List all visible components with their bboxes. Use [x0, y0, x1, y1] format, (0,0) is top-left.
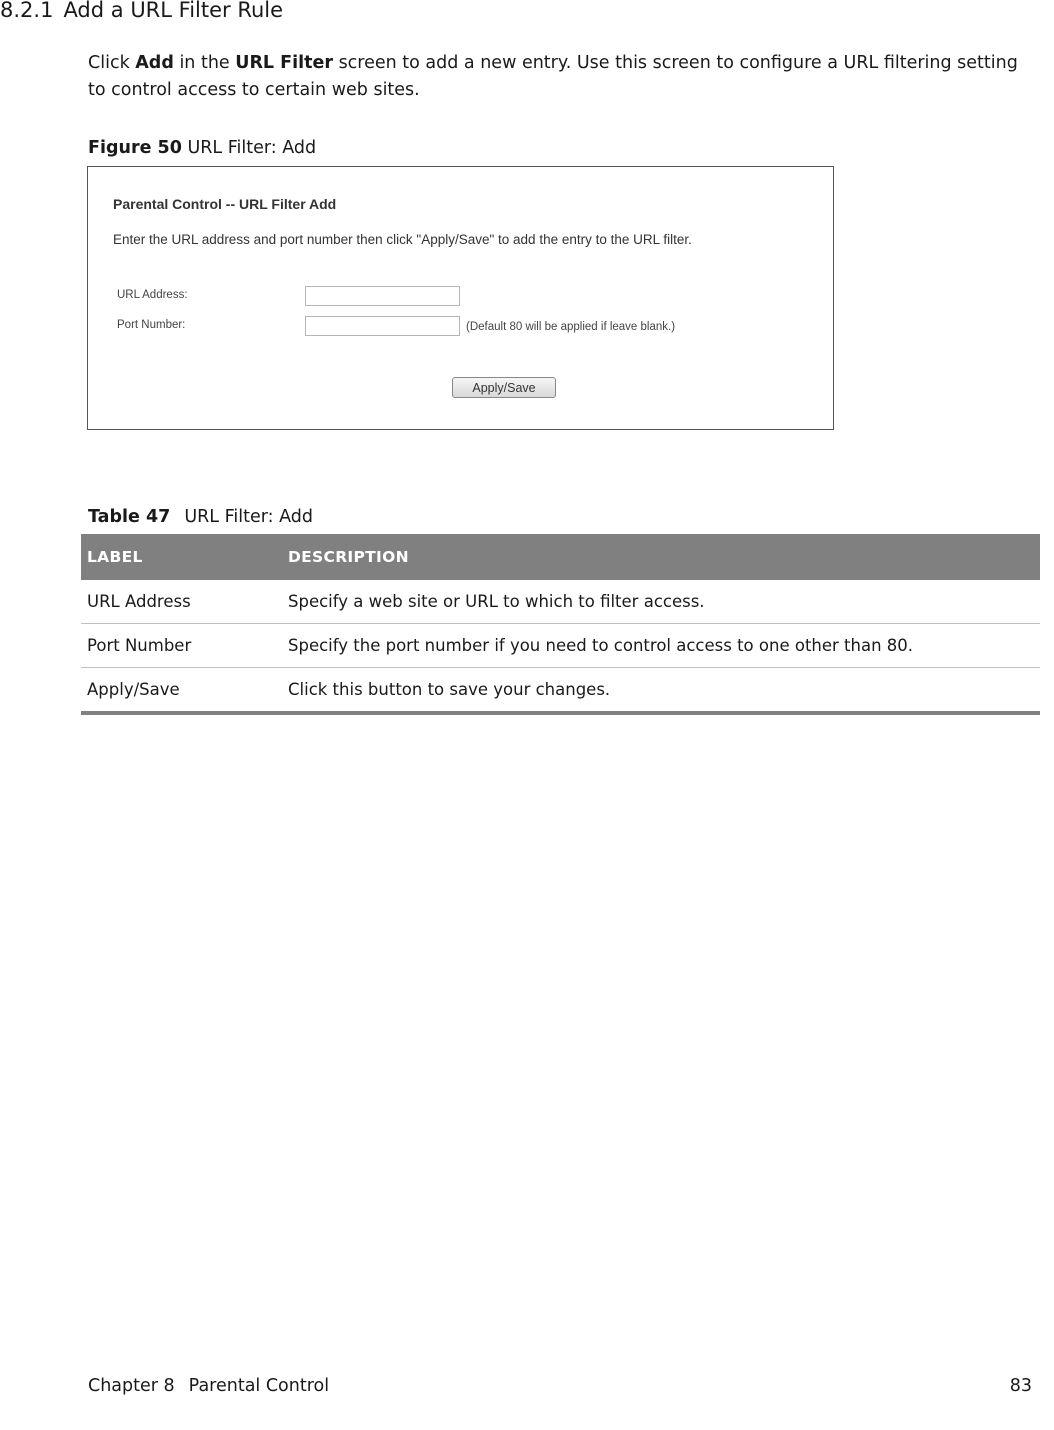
screen-instruction: Enter the URL address and port number then click "Apply/Save" to add the entry to the URL filter. [113, 232, 692, 247]
row-label: Port Number [81, 624, 282, 668]
chapter-title: Parental Control [188, 1376, 330, 1396]
figure-label: Figure 50 [88, 138, 182, 158]
table-row [81, 580, 1040, 624]
intro-bold-add: Add [135, 53, 174, 73]
chapter-number: Chapter 8 [88, 1376, 175, 1396]
port-number-label: Port Number: [117, 319, 186, 331]
row-description: Specify a web site or URL to which to filter access. [282, 580, 1040, 624]
footer-chapter [88, 1376, 329, 1396]
section-number: 8.2.1 [0, 0, 54, 22]
row-label: Apply/Save [81, 668, 282, 714]
section-title: Add a URL Filter Rule [63, 0, 284, 22]
figure-caption [88, 138, 316, 158]
port-number-hint: (Default 80 will be applied if leave blank.) [466, 321, 676, 333]
apply-save-button[interactable]: Apply/Save [452, 377, 556, 398]
intro-paragraph [88, 50, 1038, 104]
intro-bold-url-filter: URL Filter [235, 53, 333, 73]
port-number-input[interactable] [305, 316, 460, 336]
header-description: DESCRIPTION [282, 534, 1040, 580]
figure-caption-text: URL Filter: Add [181, 138, 317, 158]
intro-text-3: screen to add a new entry. Use this screen to configure a URL filtering setting to control access to certain web sites. [88, 53, 1018, 100]
url-address-input[interactable] [305, 286, 460, 306]
table-row [81, 624, 1040, 668]
header-label: LABEL [81, 534, 282, 580]
row-description: Click this button to save your changes. [282, 668, 1040, 714]
intro-text-1: Click [88, 53, 136, 73]
row-label: URL Address [81, 580, 282, 624]
row-description: Specify the port number if you need to control access to one other than 80. [282, 624, 1040, 668]
table-row [81, 668, 1040, 714]
description-table [81, 534, 1040, 715]
table-header-row [81, 534, 1040, 580]
intro-text-2: in the [173, 53, 236, 73]
section-heading [0, 0, 283, 22]
screenshot-figure [87, 166, 834, 430]
table-caption [88, 507, 313, 527]
table-caption-text: URL Filter: Add [184, 507, 313, 527]
url-address-label: URL Address: [117, 289, 188, 301]
table-label: Table 47 [88, 507, 171, 527]
page-number: 83 [1009, 1376, 1032, 1396]
screen-title: Parental Control -- URL Filter Add [113, 196, 337, 212]
